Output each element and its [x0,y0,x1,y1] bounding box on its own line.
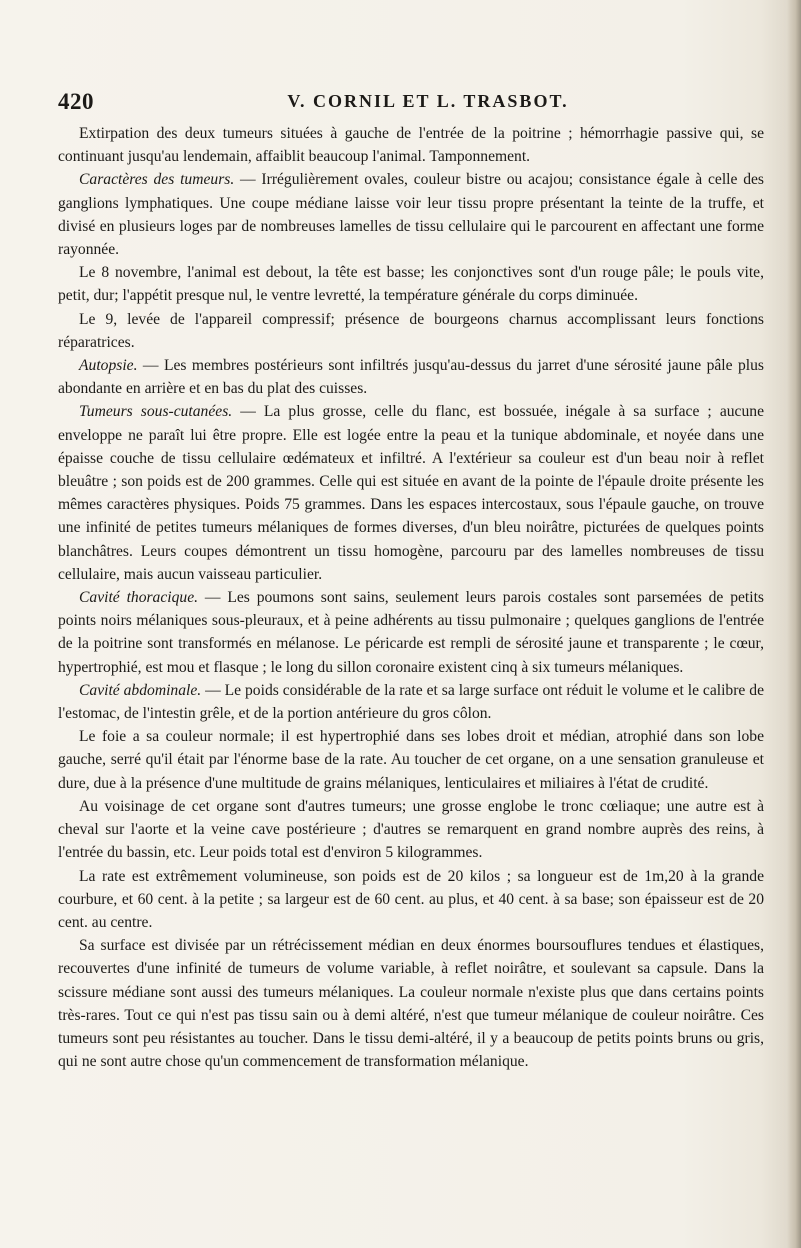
paragraph [58,400,764,586]
paragraph-text: Le foie a sa couleur normale; il est hypertrophié dans ses lobes droit et médian, atrophié dans son lobe gauche, serré qu'il était par l'énorme base de la rate. Au toucher de cet organe, on a une sensation granuleuse et dure, due à la présence d'une multitude de grains mélaniques, lenticulaires et miliaires à l'état de crudité. [58,728,764,792]
paragraph [58,795,764,865]
paragraph [58,865,764,935]
paragraph-lead: Tumeurs sous-cutanées. [79,403,233,421]
paragraph [58,725,764,795]
page-header [58,89,758,119]
paragraph-text: — La plus grosse, celle du flanc, est bossuée, inégale à sa surface ; aucune enveloppe ne paraît lui être propre. Elle est logée entre la peau et la tunique abdominale, et noyée dans une épaisse couche de tissu cellulaire œdémateux et infiltré. A l'extérieur sa couleur est d'un beau noir à reflet bleuâtre ; son poids est de 200 grammes. Celle qui est située en avant de la pointe de l'épaule droite présente les mêmes caractères physiques. Poids 75 grammes. Dans les espaces intercostaux, sous l'épaule gauche, on trouve une infinité de petites tumeurs mélaniques de formes diverses, d'un bleu noirâtre, picturées de quelques points blanchâtres. Leurs coupes démontrent un tissu homogène, parcouru par des lamelles nombreuses de tissu cellulaire, mais aucun vaisseau particulier. [58,403,764,583]
paragraph [58,261,764,307]
paragraph-text: Le 8 novembre, l'animal est debout, la tête est basse; les conjonctives sont d'un rouge pâle; le pouls vite, petit, dur; l'appétit presque nul, le ventre levretté, la température générale du corps diminuée. [58,264,764,305]
paragraph [58,586,764,679]
paragraph-text: Le 9, levée de l'appareil compressif; présence de bourgeons charnus accomplissant leurs fonctions réparatrices. [58,310,764,351]
paragraph-text: La rate est extrêmement volumineuse, son poids est de 20 kilos ; sa longueur est de 1m,20 à la grande courbure, et 60 cent. à la petite ; sa largeur est de 60 cent. au plus, et 40 cent. à sa base; son épaisseur est de 20 cent. au centre. [58,867,764,931]
paragraph [58,679,764,725]
paragraph-text: — Irrégulièrement ovales, couleur bistre ou acajou; consistance égale à celle des ganglions lymphatiques. Une coupe médiane laisse voir leur tissu propre présentant la teinte de la truffe, et divisé en plusieurs loges par de nombreuses lamelles de tissu cellulaire qui le parcourent en affectant une forme rayonnée. [58,171,765,259]
paragraph-lead: Cavité thoracique. [79,589,199,607]
paragraph [58,308,764,354]
page-edge-shadow [787,0,801,1248]
running-title: V. CORNIL ET L. TRASBOT. [287,91,569,111]
paragraph-text: Au voisinage de cet organe sont d'autres tumeurs; une grosse englobe le tronc cœliaque; une autre est à cheval sur l'aorte et la veine cave postérieure ; d'autres se remarquent en grand nombre auprès des reins, à l'entrée du bassin, etc. Leur poids total est d'environ 5 kilogrammes. [58,797,764,862]
paragraph-text: Sa surface est divisée par un rétrécissement médian en deux énormes boursouflures tendues et élastiques, recouvertes d'une infinité de tumeurs de volume variable, à reflet noirâtre, et soulevant sa capsule. Dans la scissure médiane sont aussi des tumeurs mélaniques. La couleur normale n'existe plus que dans certains points très-rares. Tout ce qui n'est pas tissu sain ou à demi altéré, n'est que tumeur mélanique de couleur noirâtre. Ces tumeurs sont peu résistantes au toucher. Dans le tissu demi-altéré, il y a beaucoup de petits points bruns ou gris, qui ne sont autre chose qu'un commencement de transformation mélanique. [58,937,764,1071]
page-number: 420 [58,89,94,114]
paragraph [58,168,764,261]
paragraph-text: — Le poids considérable de la rate et sa large surface ont réduit le volume et le calibre de l'estomac, de l'intestin grêle, et de la portion antérieure du gros côlon. [58,681,764,723]
body-text [58,122,764,1073]
paragraph-lead: Caractères des tumeurs. [79,171,235,189]
paragraph-lead: Autopsie. [79,357,138,375]
paragraph-text: — Les membres postérieurs sont infiltrés jusqu'au-dessus du jarret d'une sérosité jaune pâle plus abondante en arrière et en bas du plat des cuisses. [58,357,764,398]
paragraph-lead: Cavité abdominale. [79,681,202,699]
paragraph-text: — Les poumons sont sains, seulement leurs parois costales sont parsemées de petits points noirs mélaniques sous-pleuraux, et à peine adhérents au tissu pulmonaire ; quelques ganglions de l'entrée de la poitrine sont transformés en mélanose. Le péricarde est rempli de sérosité jaune et transparente ; le cœur, hypertrophié, est mou et flasque ; le long du sillon coronaire existent cinq à six tumeurs mélaniques. [58,589,765,676]
paragraph [58,354,764,400]
paragraph [58,934,764,1073]
paragraph [58,122,764,168]
paragraph-text: Extirpation des deux tumeurs situées à gauche de l'entrée de la poitrine ; hémorrhagie passive qui, se continuant jusqu'au lendemain, affaiblit beaucoup l'animal. Tamponnement. [58,125,764,166]
